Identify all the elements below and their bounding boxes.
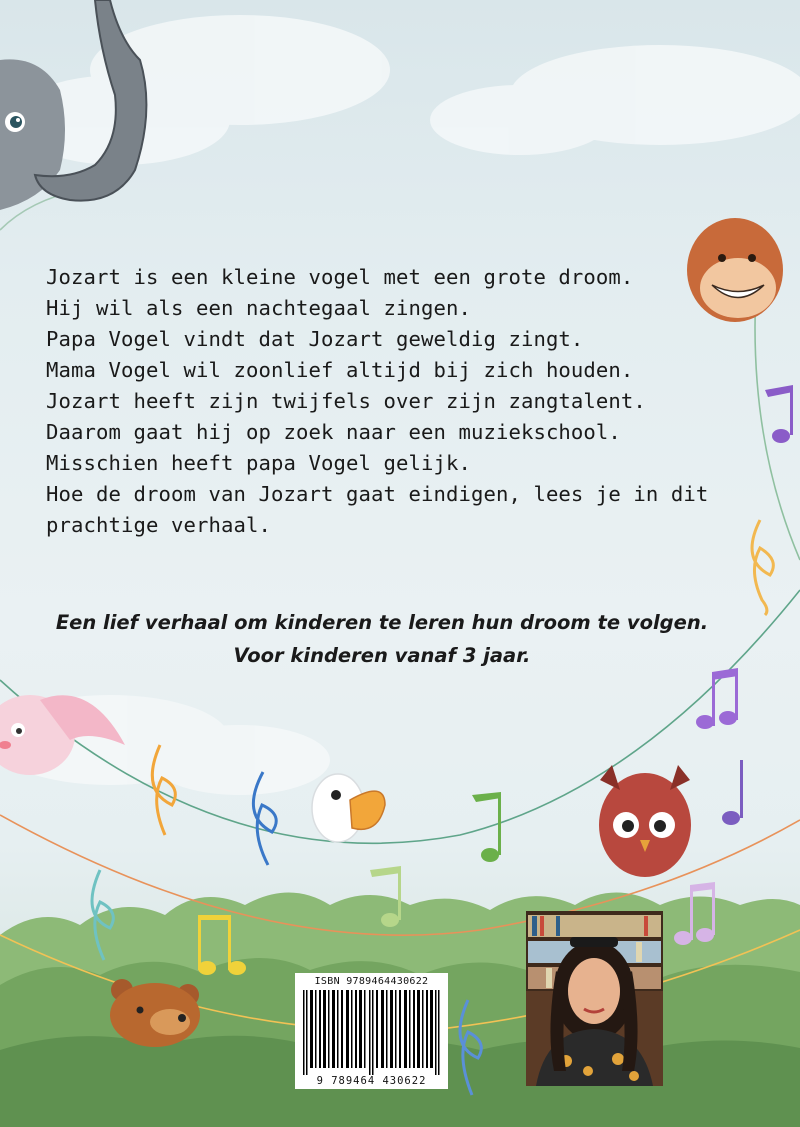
blurb-line: Daarom gaat hij op zoek naar een muziekschool.	[46, 420, 621, 444]
treble-clef-icon	[752, 520, 773, 615]
barcode-bars	[301, 990, 442, 1075]
back-cover-blurb	[46, 262, 709, 541]
blurb-line: Jozart heeft zijn twijfels over zijn zangtalent.	[46, 389, 646, 413]
tagline-line: Een lief verhaal om kinderen te leren hun droom te volgen.	[55, 611, 709, 634]
note-icon	[765, 385, 793, 443]
isbn-label: ISBN 9789464430622	[314, 976, 429, 987]
note-icon	[722, 760, 743, 825]
duck-icon	[312, 774, 385, 842]
blurb-line: Papa Vogel vindt dat Jozart geweldig zingt.	[46, 327, 584, 351]
author-portrait-image	[526, 911, 663, 1086]
isbn-barcode	[295, 973, 448, 1089]
owl-icon	[599, 765, 691, 877]
age-recommendation: Voor kinderen vanaf 3 jaar.	[233, 644, 531, 667]
blurb-line: Misschien heeft papa Vogel gelijk.	[46, 451, 471, 475]
note-icon	[696, 668, 738, 729]
blurb-line: prachtige verhaal.	[46, 513, 271, 537]
blurb-line: Jozart is een kleine vogel met een grote droom.	[46, 265, 634, 289]
author-photo	[526, 911, 663, 1086]
bear-icon	[110, 979, 200, 1047]
tagline	[0, 606, 764, 672]
blurb-line: Hij wil als een nachtegaal zingen.	[46, 296, 471, 320]
blurb-line: Hoe de droom van Jozart gaat eindigen, lees je in dit	[46, 482, 709, 506]
blurb-line: Mama Vogel wil zoonlief altijd bij zich houden.	[46, 358, 634, 382]
isbn-digits: 9 789464 430622	[316, 1075, 427, 1087]
